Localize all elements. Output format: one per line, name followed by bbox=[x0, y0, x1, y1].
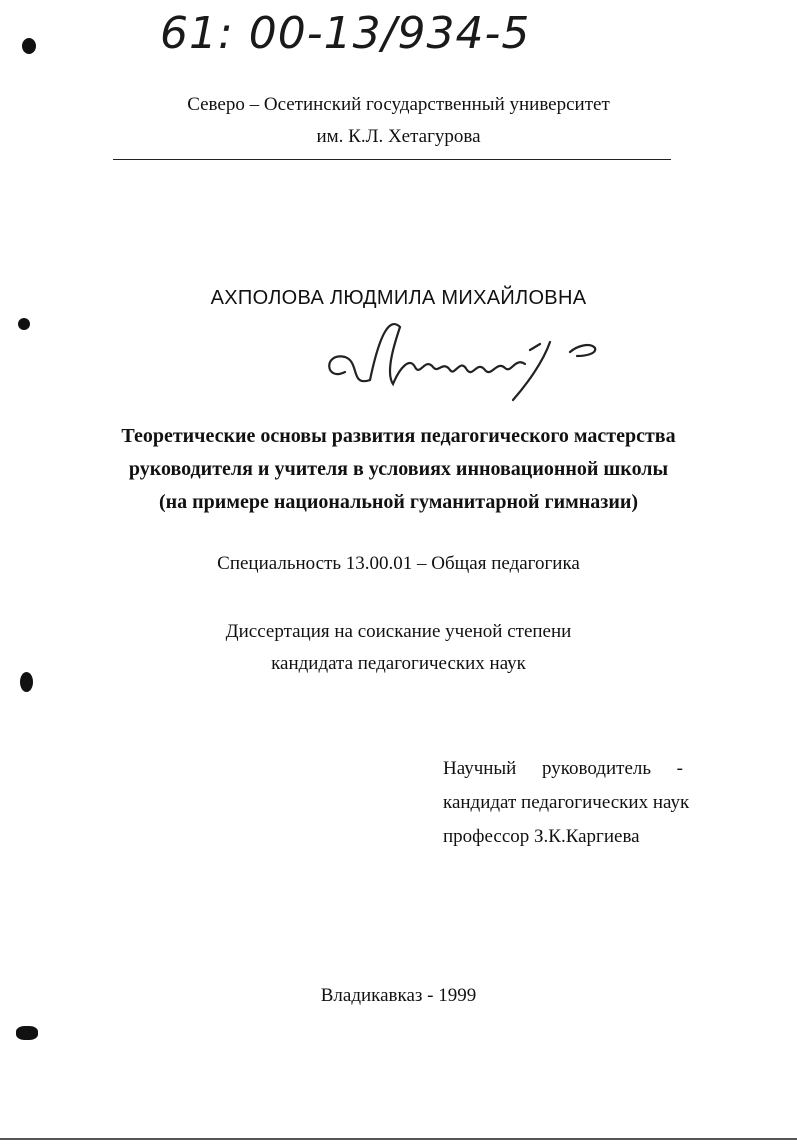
dissertation-title-line-1: Теоретические основы развития педагогического мастерства bbox=[121, 425, 676, 447]
dissertation-title-line-3: (на примере национальной гуманитарной гимназии) bbox=[158, 491, 639, 513]
scan-hole-mark bbox=[16, 1026, 38, 1040]
supervisor-name: профессор З.К.Каргиева bbox=[443, 826, 640, 847]
university-name: Северо – Осетинский государственный университет bbox=[187, 94, 610, 115]
dissertation-title-line-2: руководителя и учителя в условиях инновационной школы bbox=[128, 458, 669, 480]
university-named-after: им. К.Л. Хетагурова bbox=[316, 126, 481, 147]
author-signature bbox=[315, 312, 605, 402]
supervisor-label-word-2: руководитель bbox=[542, 758, 652, 779]
specialty: Специальность 13.00.01 – Общая педагогика bbox=[217, 553, 580, 574]
scan-hole-mark bbox=[18, 318, 30, 330]
author-name: АХПОЛОВА ЛЮДМИЛА МИХАЙЛОВНА bbox=[210, 287, 587, 309]
dissertation-degree-line-2: кандидата педагогических наук bbox=[271, 653, 526, 674]
handwritten-archive-code: 61: 00-13/934-5 bbox=[160, 8, 531, 59]
supervisor-label bbox=[443, 752, 683, 786]
supervisor-label-word-1: Научный bbox=[443, 758, 517, 779]
supervisor-label-dash: - bbox=[676, 758, 683, 779]
scan-hole-mark bbox=[22, 38, 36, 54]
dissertation-degree-line-1: Диссертация на соискание ученой степени bbox=[225, 621, 572, 642]
city-year: Владикавказ - 1999 bbox=[320, 985, 477, 1006]
header-divider bbox=[113, 159, 671, 160]
supervisor-degree: кандидат педагогических наук bbox=[443, 792, 690, 813]
supervisor-block bbox=[443, 752, 689, 854]
bottom-edge-line bbox=[0, 1138, 797, 1140]
